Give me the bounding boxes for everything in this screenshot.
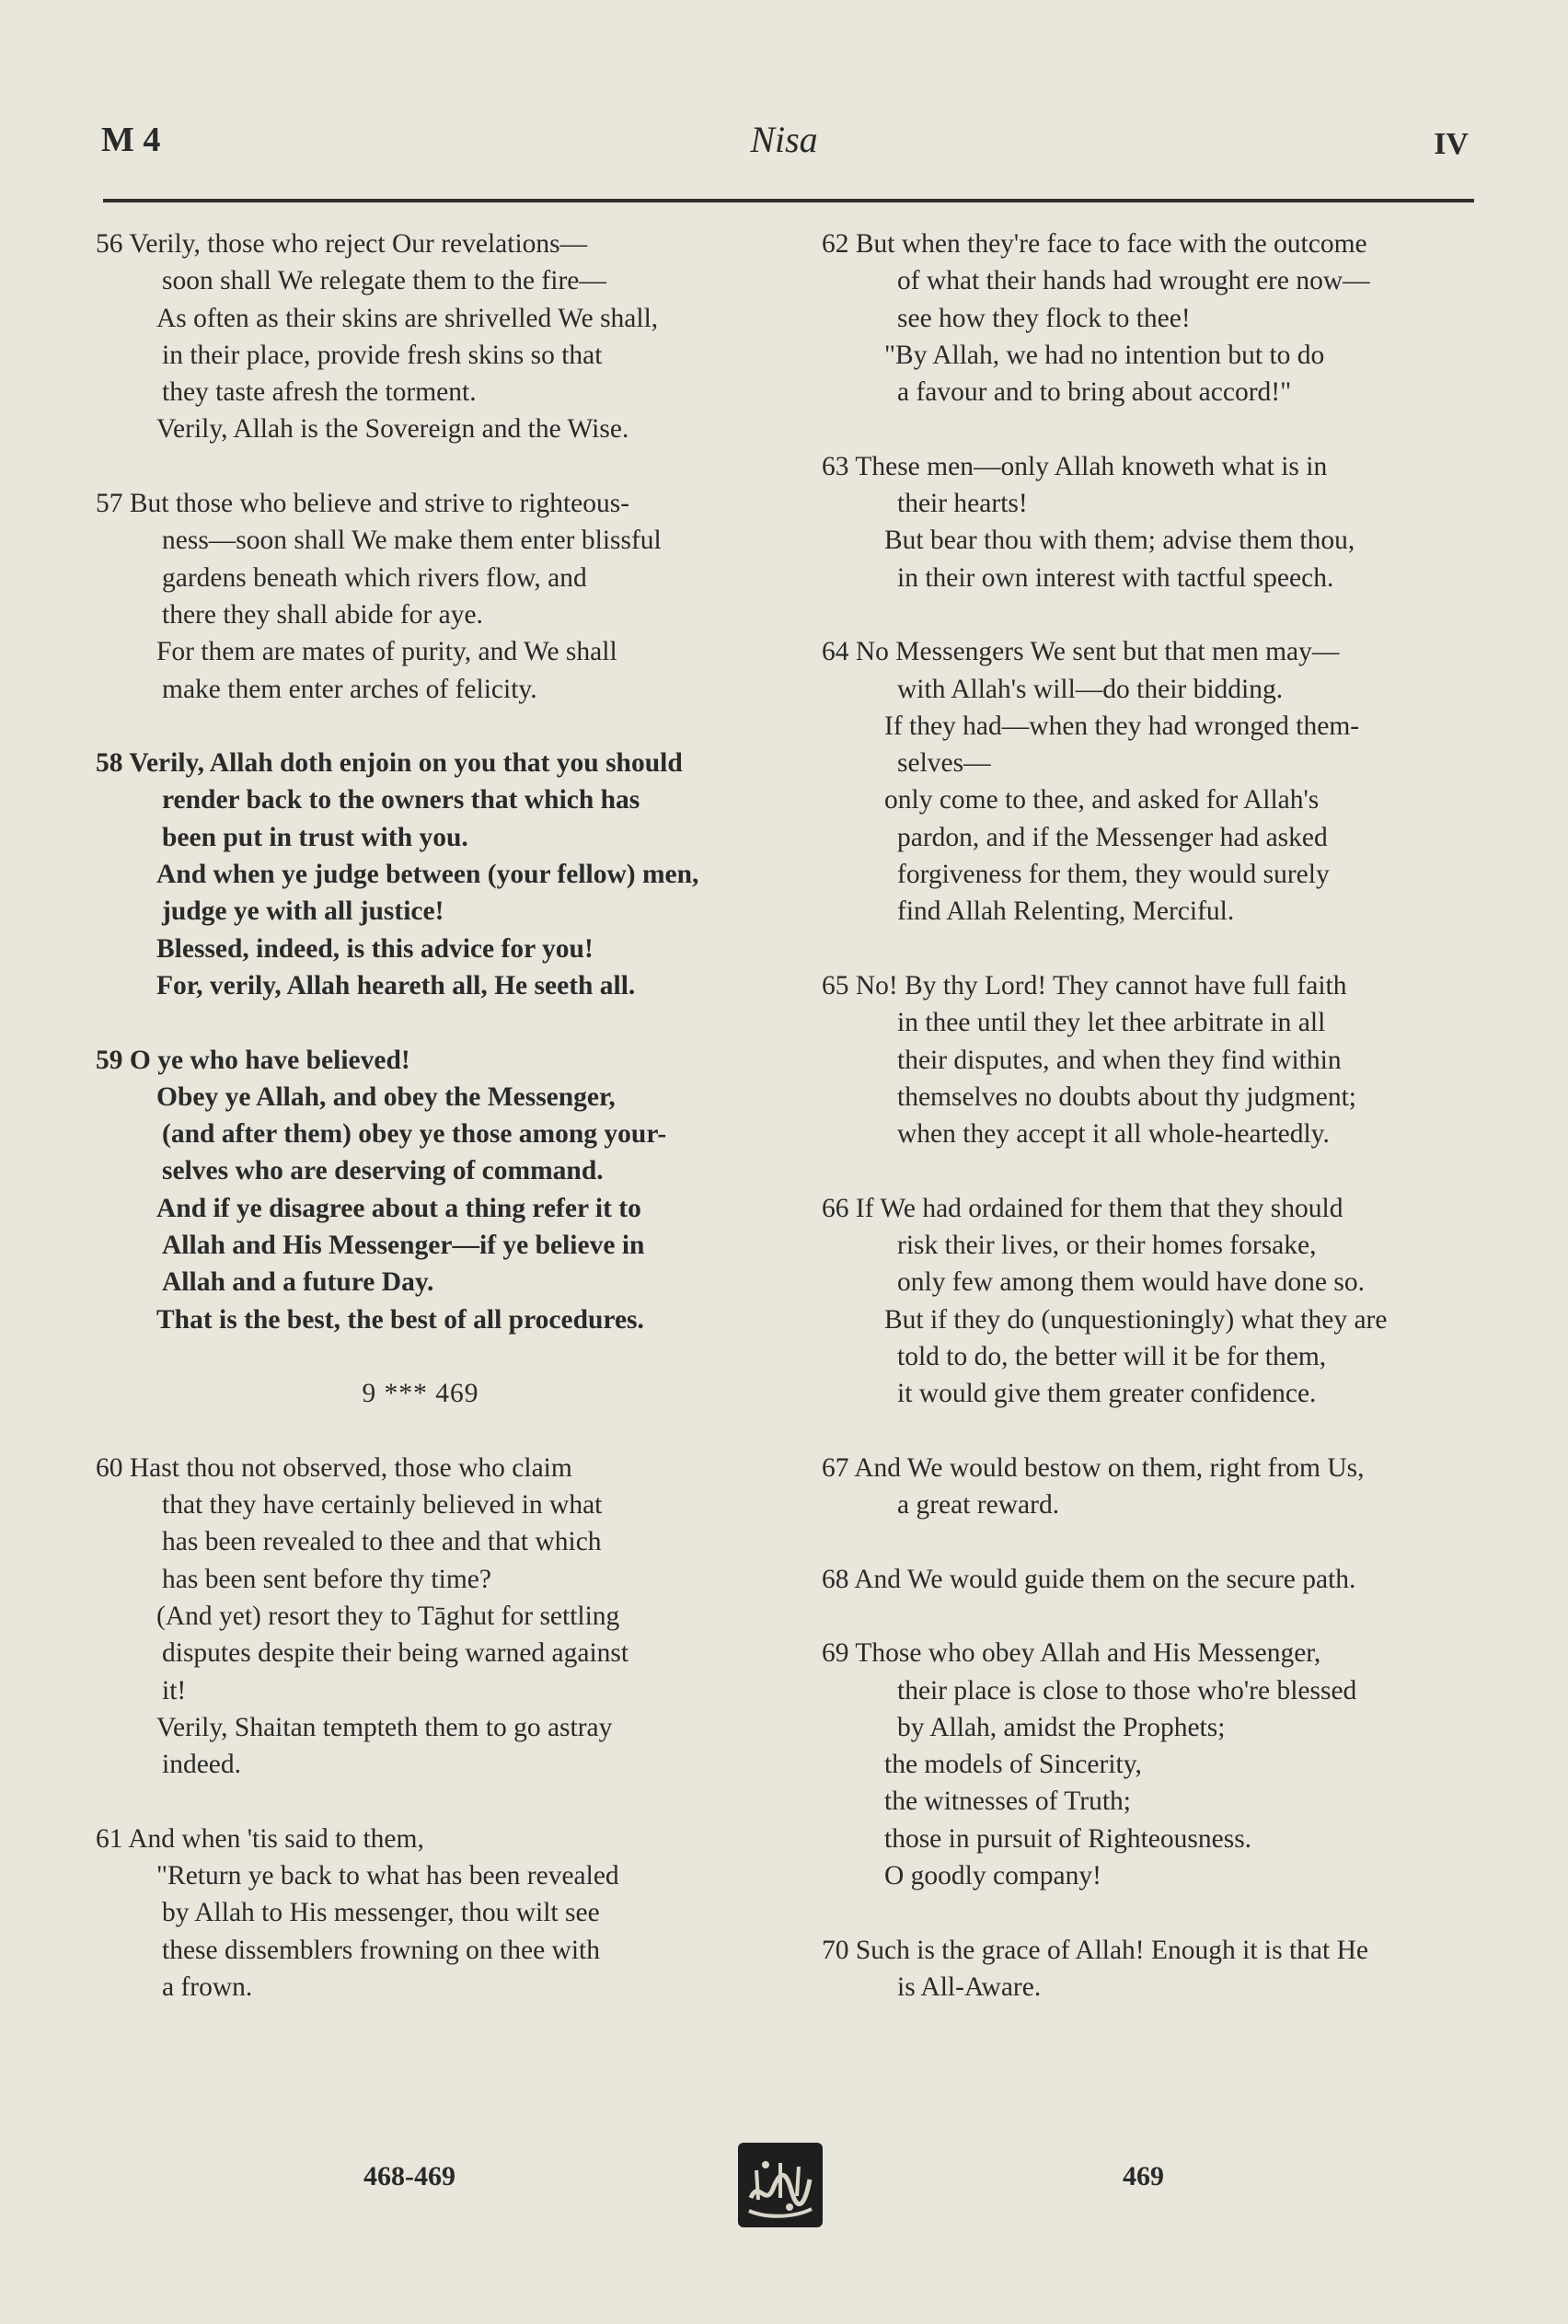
verse-line: Verily, Allah is the Sovereign and the Wise. bbox=[156, 414, 629, 445]
verse-line: And when ye judge between (your fellow) men, bbox=[156, 860, 699, 890]
verse-line: by Allah, amidst the Prophets; bbox=[897, 1712, 1226, 1742]
verse-line: 56 Verily, those who reject Our revelations— bbox=[96, 229, 588, 259]
verse-line: there they shall abide for aye. bbox=[162, 599, 483, 630]
verse-line: only come to thee, and asked for Allah's bbox=[884, 785, 1320, 815]
verse-line: it! bbox=[162, 1675, 187, 1705]
verse-line: 66 If We had ordained for them that they should bbox=[822, 1193, 1343, 1223]
verse-line: 67 And We would bestow on them, right from Us, bbox=[822, 1452, 1365, 1483]
verse bbox=[96, 225, 745, 448]
verse-line: told to do, the better will it be for them, bbox=[897, 1341, 1327, 1371]
verse-line: (And yet) resort they to Tāghut for settling bbox=[156, 1601, 620, 1631]
verse-line: If they had—when they had wronged them- bbox=[884, 711, 1360, 741]
verse-line: only few among them would have done so. bbox=[897, 1267, 1365, 1298]
verse-line: it would give them greater confidence. bbox=[897, 1379, 1317, 1409]
verse-line: by Allah to His messenger, thou wilt see bbox=[162, 1898, 600, 1928]
verse-line: in their own interest with tactful speech. bbox=[897, 562, 1334, 593]
verse bbox=[822, 448, 1477, 596]
verse bbox=[822, 967, 1477, 1152]
verse-line: "Return ye back to what has been revealed bbox=[156, 1861, 619, 1891]
verse-line: 60 Hast thou not observed, those who claim bbox=[96, 1452, 572, 1483]
verse-line: 57 But those who believe and strive to righteous- bbox=[96, 489, 630, 519]
verse-line: those in pursuit of Righteousness. bbox=[884, 1823, 1252, 1854]
verse-line: 69 Those who obey Allah and His Messenger, bbox=[822, 1638, 1321, 1669]
verse-line: soon shall We relegate them to the fire— bbox=[162, 266, 606, 296]
verse-line: judge ye with all justice! bbox=[162, 896, 444, 927]
verse bbox=[96, 1450, 745, 1784]
verse-line: (and after them) obey ye those among your- bbox=[162, 1119, 667, 1150]
verse-line: these dissemblers frowning on thee with bbox=[162, 1935, 601, 1965]
verse-line: For, verily, Allah heareth all, He seeth all. bbox=[156, 970, 636, 1000]
verse-line: ness—soon shall We make them enter blissful bbox=[162, 526, 662, 556]
verse-line: disputes despite their being warned against bbox=[162, 1638, 629, 1669]
verse bbox=[822, 1561, 1477, 1598]
verse-line: make them enter arches of felicity. bbox=[162, 674, 537, 704]
verse-line: their place is close to those who're blessed bbox=[897, 1675, 1357, 1705]
verse bbox=[96, 485, 745, 708]
verse-line: Verily, Shaitan tempteth them to go astray bbox=[156, 1712, 613, 1742]
verse-line: they taste afresh the torment. bbox=[162, 377, 477, 408]
verse-line: And if ye disagree about a thing refer it to bbox=[156, 1193, 641, 1223]
verse-line: a great reward. bbox=[897, 1490, 1060, 1520]
verse-line: 68 And We would guide them on the secure path. bbox=[822, 1564, 1356, 1594]
verse-line: "By Allah, we had no intention but to do bbox=[884, 340, 1325, 370]
verse-line: Allah and His Messenger—if ye believe in bbox=[162, 1231, 645, 1261]
verse bbox=[822, 1932, 1477, 2006]
verse bbox=[822, 1190, 1477, 1413]
section-label: M 4 bbox=[101, 121, 161, 159]
verse-line: is All-Aware. bbox=[897, 1971, 1042, 2002]
part-number: IV bbox=[1434, 127, 1469, 161]
verse-line: 63 These men—only Allah knoweth what is in bbox=[822, 451, 1328, 481]
verse-line: been put in trust with you. bbox=[162, 822, 468, 852]
verse bbox=[822, 633, 1477, 930]
verse bbox=[96, 1042, 745, 1338]
verse-line: gardens beneath which rivers flow, and bbox=[162, 562, 587, 593]
verse-line: Allah and a future Day. bbox=[162, 1267, 434, 1298]
verse-line: 64 No Messengers We sent but that men may— bbox=[822, 637, 1340, 667]
verse-line: O goodly company! bbox=[884, 1861, 1101, 1891]
footer-page-number: 469 bbox=[1123, 2161, 1164, 2191]
verse-line: Blessed, indeed, is this advice for you! bbox=[156, 933, 594, 964]
verse-line: the witnesses of Truth; bbox=[884, 1786, 1131, 1817]
verse-line: forgiveness for them, they would surely bbox=[897, 860, 1330, 890]
verse-line: pardon, and if the Messenger had asked bbox=[897, 822, 1328, 852]
verse-line: render back to the owners that which has bbox=[162, 785, 640, 815]
verse-line: 59 O ye who have believed! bbox=[96, 1045, 410, 1075]
verse-line: in their place, provide fresh skins so that bbox=[162, 340, 603, 370]
verse-line: risk their lives, or their homes forsake, bbox=[897, 1231, 1317, 1261]
verse-line: when they accept it all whole-heartedly. bbox=[897, 1119, 1330, 1150]
verse-line: selves— bbox=[897, 748, 991, 779]
verse-line: For them are mates of purity, and We shall bbox=[156, 637, 617, 667]
page-marker: 9 *** 469 bbox=[362, 1379, 479, 1409]
verse-line: 65 No! By thy Lord! They cannot have full faith bbox=[822, 970, 1347, 1000]
verse-line: 70 Such is the grace of Allah! Enough it is that He bbox=[822, 1935, 1368, 1965]
verse-line: with Allah's will—do their bidding. bbox=[897, 674, 1284, 704]
verse-line: As often as their skins are shrivelled We shall, bbox=[156, 303, 659, 333]
footer-page-range: 468-469 bbox=[363, 2161, 455, 2191]
verse-line: a frown. bbox=[162, 1971, 253, 2002]
verse-line: 62 But when they're face to face with the outcome bbox=[822, 229, 1367, 259]
verse-line: But if they do (unquestioningly) what they are bbox=[884, 1304, 1388, 1335]
verse-line: see how they flock to thee! bbox=[897, 303, 1191, 333]
verse-line: find Allah Relenting, Merciful. bbox=[897, 896, 1235, 927]
arabic-calligraphy-emblem-icon bbox=[738, 2143, 823, 2227]
verse-line: Obey ye Allah, and obey the Messenger, bbox=[156, 1081, 616, 1112]
verse-line: their hearts! bbox=[897, 489, 1028, 519]
verse-line: indeed. bbox=[162, 1750, 242, 1780]
verse-line: selves who are deserving of command. bbox=[162, 1156, 604, 1186]
verse bbox=[822, 1450, 1477, 1524]
verse-line: has been revealed to thee and that which bbox=[162, 1527, 602, 1557]
verse bbox=[96, 1821, 745, 2006]
verse-line: But bear thou with them; advise them thou, bbox=[884, 526, 1355, 556]
verse-line: that they have certainly believed in what bbox=[162, 1490, 603, 1520]
verse-line: 58 Verily, Allah doth enjoin on you that you should bbox=[96, 748, 683, 779]
verse bbox=[822, 225, 1477, 410]
verse-line: the models of Sincerity, bbox=[884, 1750, 1142, 1780]
verse-line: of what their hands had wrought ere now— bbox=[897, 266, 1370, 296]
verse-line: in thee until they let thee arbitrate in all bbox=[897, 1008, 1326, 1038]
verse-line: 61 And when 'tis said to them, bbox=[96, 1823, 424, 1854]
left-column bbox=[96, 225, 745, 2043]
verse bbox=[822, 1635, 1477, 1894]
verse-line: their disputes, and when they find within bbox=[897, 1045, 1342, 1075]
right-column bbox=[822, 225, 1477, 2043]
verse-line: That is the best, the best of all procedures. bbox=[156, 1304, 644, 1335]
verse-line: has been sent before thy time? bbox=[162, 1564, 491, 1594]
verse-line: themselves no doubts about thy judgment; bbox=[897, 1081, 1356, 1112]
header-rule bbox=[103, 199, 1474, 202]
page-title: Nisa bbox=[750, 119, 818, 160]
verse-line: a favour and to bring about accord!" bbox=[897, 377, 1292, 408]
verse bbox=[96, 745, 745, 1004]
